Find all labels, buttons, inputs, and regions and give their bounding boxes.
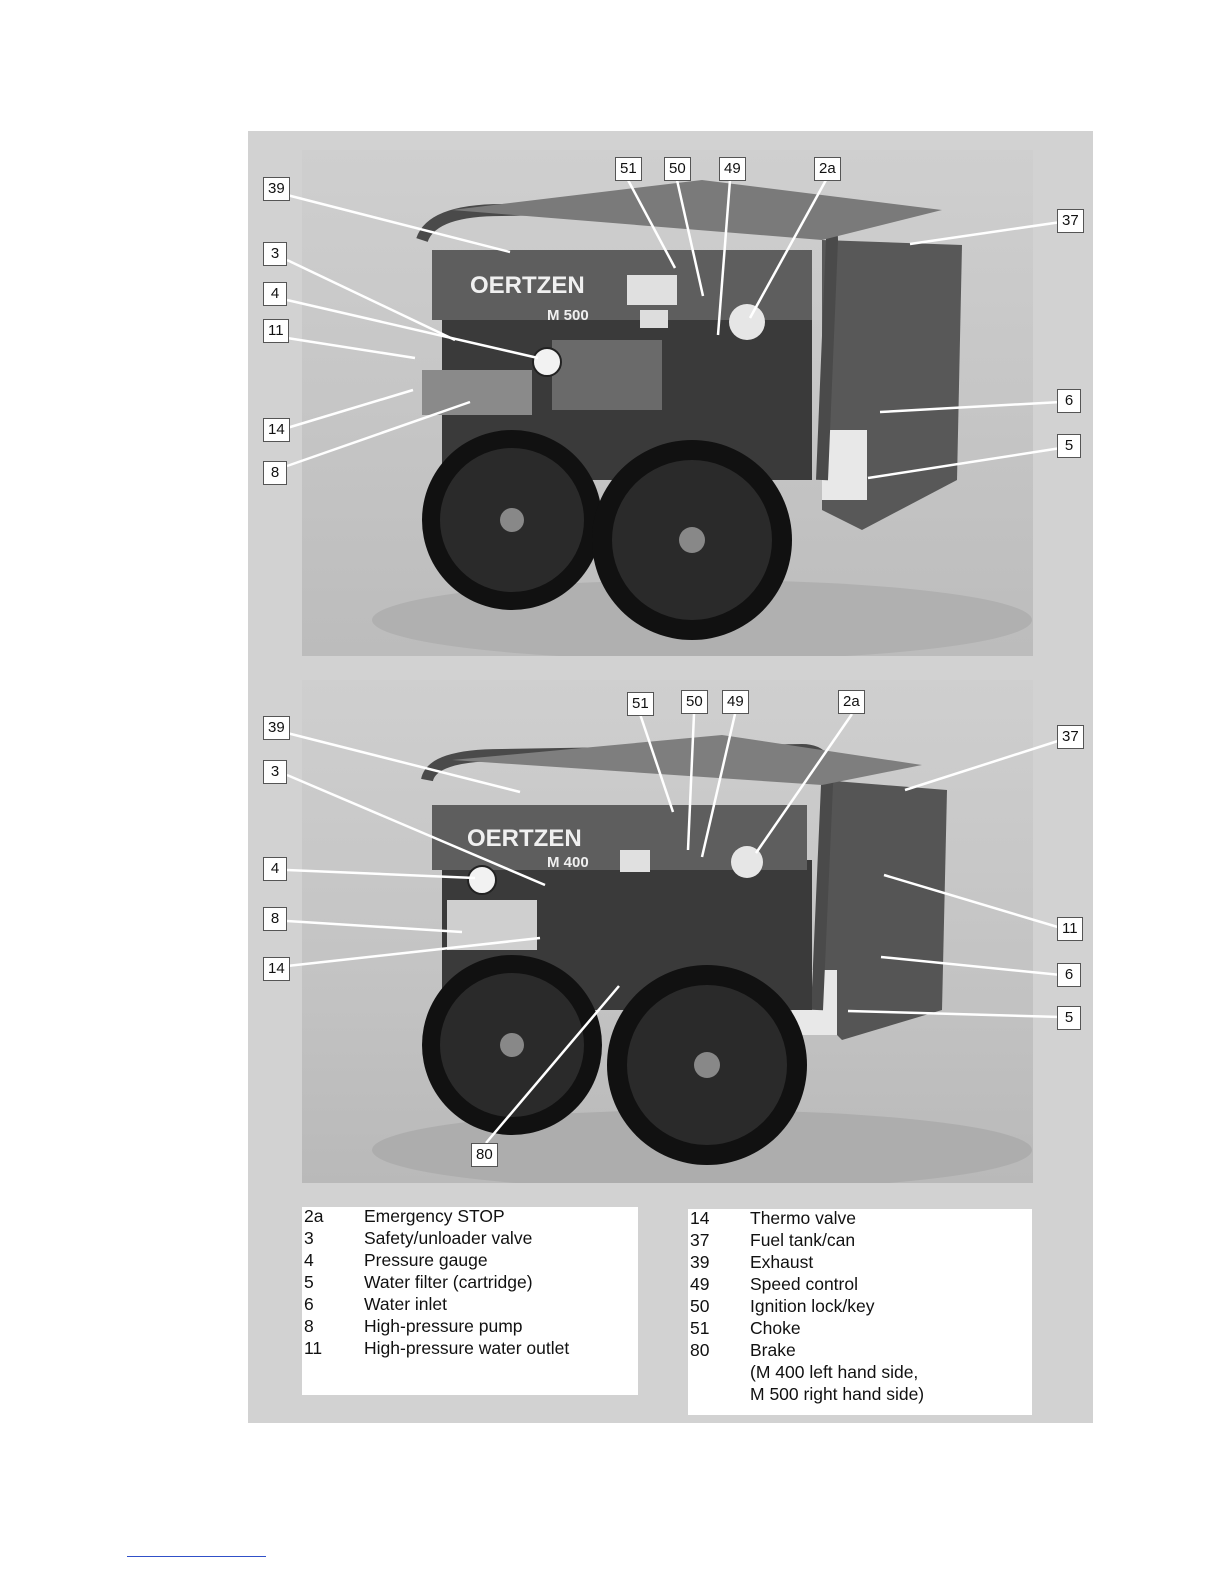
legend-code: 4	[304, 1250, 314, 1270]
legend-text: Fuel tank/can	[750, 1230, 856, 1250]
legend-right	[688, 1209, 1032, 1415]
callout-11: 11	[263, 319, 289, 343]
legend-text: High-pressure pump	[364, 1316, 523, 1336]
legend-item	[304, 1249, 634, 1271]
legend-code: 14	[690, 1208, 710, 1228]
legend-text: Choke	[750, 1318, 801, 1338]
legend-item	[690, 1317, 1020, 1339]
legend-item	[690, 1295, 1020, 1317]
callout-14: 14	[263, 957, 290, 981]
callout-2a: 2a	[838, 690, 865, 714]
brand-logo: OERTZEN	[467, 825, 582, 852]
callout-51: 51	[627, 692, 654, 716]
callout-6: 6	[1057, 963, 1081, 987]
callout-4: 4	[263, 282, 287, 306]
legend-code: 8	[304, 1316, 314, 1336]
legend-item	[304, 1205, 634, 1227]
callout-37: 37	[1057, 725, 1084, 749]
legend-code: 80	[690, 1340, 710, 1360]
legend-item	[690, 1273, 1020, 1295]
model-label: M 500	[547, 307, 589, 324]
legend-code: 51	[690, 1318, 710, 1338]
legend-item	[304, 1315, 634, 1337]
callout-39: 39	[263, 177, 290, 201]
model-label: M 400	[547, 854, 589, 871]
legend-text: Speed control	[750, 1274, 858, 1294]
callout-8: 8	[263, 907, 287, 931]
legend-code: 5	[304, 1272, 314, 1292]
callout-39: 39	[263, 716, 290, 740]
callout-4: 4	[263, 857, 287, 881]
legend-code: 3	[304, 1228, 314, 1248]
callout-2a: 2a	[814, 157, 841, 181]
legend-text: M 500 right hand side)	[750, 1384, 925, 1404]
legend-code: 50	[690, 1296, 710, 1316]
legend-code: 11	[304, 1338, 323, 1358]
callout-49: 49	[722, 690, 749, 714]
legend-item	[690, 1361, 1020, 1383]
legend-code: 37	[690, 1230, 710, 1250]
legend-text: High-pressure water outlet	[364, 1338, 570, 1358]
legend-text: (M 400 left hand side,	[750, 1362, 919, 1382]
callout-51: 51	[615, 157, 642, 181]
legend-item	[690, 1251, 1020, 1273]
callout-3: 3	[263, 760, 287, 784]
legend-item	[304, 1293, 634, 1315]
legend-text: Brake	[750, 1340, 796, 1360]
legend-code: 2a	[304, 1206, 324, 1226]
legend-item	[690, 1339, 1020, 1361]
legend-text: Water filter (cartridge)	[364, 1272, 533, 1292]
legend-item	[690, 1229, 1020, 1251]
callout-37: 37	[1057, 209, 1084, 233]
legend-code: 49	[690, 1274, 710, 1294]
legend-item	[304, 1337, 634, 1359]
callout-3: 3	[263, 242, 287, 266]
brand-logo: OERTZEN	[470, 272, 585, 299]
callout-8: 8	[263, 461, 287, 485]
callout-5: 5	[1057, 1006, 1081, 1030]
callout-49: 49	[719, 157, 746, 181]
callout-11: 11	[1057, 917, 1083, 941]
legend-text: Thermo valve	[750, 1208, 857, 1228]
callout-14: 14	[263, 418, 290, 442]
callout-50: 50	[664, 157, 691, 181]
legend-text: Exhaust	[750, 1252, 814, 1272]
legend-item	[304, 1227, 634, 1249]
legend-code: 39	[690, 1252, 710, 1272]
callout-50: 50	[681, 690, 708, 714]
legend-left	[302, 1207, 638, 1395]
legend-text: Water inlet	[364, 1294, 447, 1314]
legend-text: Pressure gauge	[364, 1250, 488, 1270]
legend-item	[304, 1271, 634, 1293]
legend-text: Safety/unloader valve	[364, 1228, 533, 1248]
footer-rule	[127, 1556, 266, 1557]
callout-6: 6	[1057, 389, 1081, 413]
legend-text: Ignition lock/key	[750, 1296, 875, 1316]
legend-item	[690, 1383, 1020, 1405]
legend-code: 6	[304, 1294, 314, 1314]
callout-80: 80	[471, 1143, 498, 1167]
legend-text: Emergency STOP	[364, 1206, 505, 1226]
callout-5: 5	[1057, 434, 1081, 458]
legend-item	[690, 1207, 1020, 1229]
